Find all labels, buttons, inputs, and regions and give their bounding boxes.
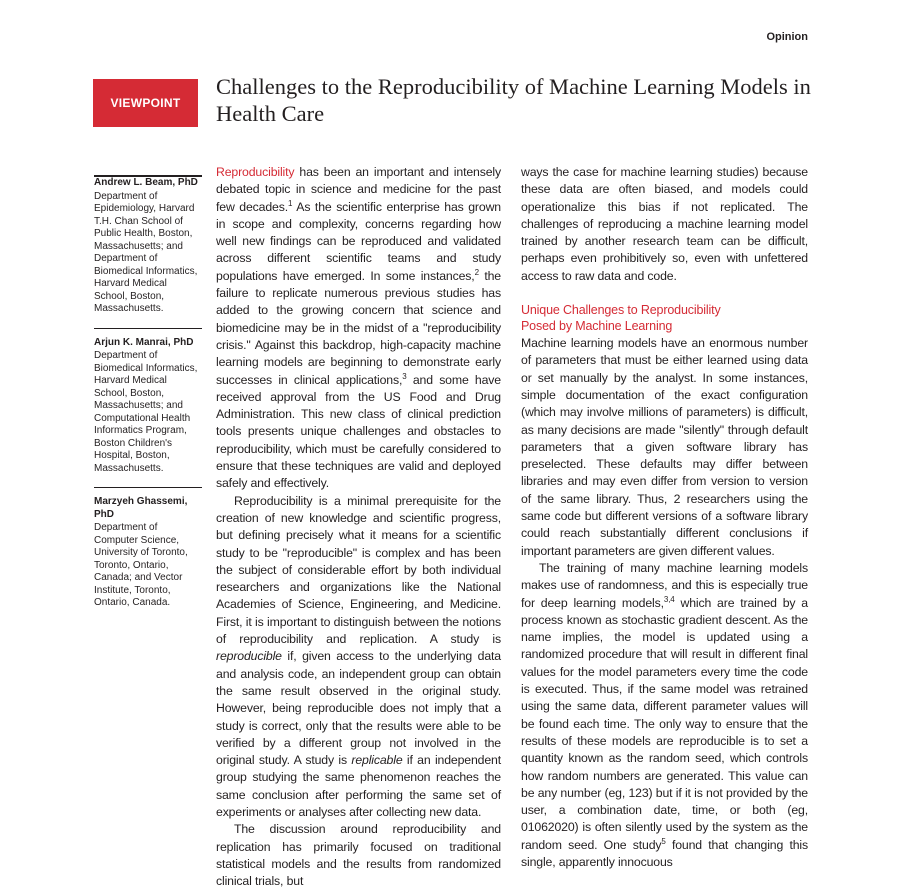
body-text: Reproducibility is a minimal prerequisite for the creation of new knowledge and scientific progress, but defining precisely what it means for a scientific study to be "reproducible" is complex and has been the subject of considerable effort by both individual researchers and organizations like the National Academies of Science, Engineering, and Medicine. First, it is important to distinguish between the notions of reproducibility and replication. A study is [216,493,501,647]
body-text: which are trained by a process known as stochastic gradient descent. As the name implies, the model is updated using a randomized procedure that will result in different final values for the model parameters every time the code is executed. Thus, if the same model was retrained using the same data, different parameter values will be found each time. The only way to ensure that the results of these models are reproducible is to set a quantity known as the random seed, which controls how random numbers are generated. This value can be any number (eg, 123) but if it is not provided by the user, a combination date, time, or both (eg, 01062020) is often silently used by the system as the random seed. One study [521,595,808,852]
citation-ref: 3 [402,371,407,381]
author-sidebar [94,175,202,610]
body-paragraph: Machine learning models have an enormous number of parameters that must be either learned using data or set manually by the analyst. In some instances, simple documentation of the exact configuration (which may involve millions of parameters) is difficult, as many decisions are made "silently" through default parameters that a given software library has preselected. These defaults may differ between libraries and may even differ from version to version of the same library. Thus, 2 researchers using the same code but different versions of a software library could reach substantially different conclusions if important parameters are given different values. [521,336,808,558]
body-paragraph: ways the case for machine learning studies) because these data are often biased, and models could operationalize this bias if not replicated. The challenges of reproducing a machine learning model trained by another research team can be difficult, perhaps even prohibitively so, even with unfettered access to raw data and code. [521,165,808,283]
body-paragraph [521,560,808,871]
author-name: Marzyeh Ghassemi, PhD [94,496,188,520]
author-affiliation: Department of Biomedical Informatics, Harvard Medical School, Boston, Massachusetts; and Computational Health Informatics Program, Boston Children's Hospital, Boston, Massachusetts. [94,350,198,474]
author-name: Arjun K. Manrai, PhD [94,336,194,348]
body-paragraph: The discussion around reproducibility and replication has primarily focused on traditional statistical models and the results from randomized clinical trials, but [216,822,501,889]
author-block [94,487,202,610]
author-block [94,175,202,316]
article-title: Challenges to the Reproducibility of Machine Learning Models in Health Care [216,74,811,126]
author-name: Andrew L. Beam, PhD [94,177,198,188]
body-text: found that changing this single, apparently innocuous [521,837,808,869]
author-affiliation: Department of Computer Science, University of Toronto, Toronto, Ontario, Canada; and Vector Institute, Toronto, Ontario, Canada. [94,522,188,608]
body-text: the failure to replicate numerous previous studies has added to the growing concern that science and biomedicine may be in the midst of a "reproducibility crisis." Against this backdrop, high-capacity machine learning models are beginning to demonstrate early successes in clinical applications, [216,268,501,387]
body-paragraph [216,164,501,493]
body-column-left [216,164,501,890]
emphasis: replicable [351,753,403,768]
section-heading-line: Posed by Machine Learning [521,319,673,334]
citation-ref: 5 [661,836,666,846]
body-text: if, given access to the underlying data and analysis code, an independent group can obtain the same result observed in the original study. However, being reproducible does not imply that a study is correct, only that the results were able to be verified by a different group not involved in the original study. A study is [216,649,501,768]
lead-word: Reproducibility [216,165,295,179]
body-text: As the scientific enterprise has grown in scope and complexity, concerns regarding how well new findings can be reproduced and validated across different scientific teams and study populations have emerged. In some instances, [216,199,501,283]
section-label: Opinion [766,31,808,43]
author-block [94,328,202,476]
body-text: and some have received approval from the US Food and Drug Administration. This new class of clinical prediction tools presents unique challenges and obstacles to reproducibility, which must be carefully considered to ensure that these techniques are valid and deployed safely and effectively. [216,372,501,491]
citation-ref: 3,4 [663,594,675,604]
author-affiliation: Department of Epidemiology, Harvard T.H. Chan School of Public Health, Boston, Massachusetts; and Department of Biomedical Informatics, Harvard Medical School, Boston, Massachusetts. [94,190,198,314]
emphasis: reproducible [216,649,282,664]
viewpoint-badge: VIEWPOINT [93,79,198,127]
body-text: if an independent group studying the same phenomenon reaches the same conclusion after performing the same set of experiments or analyses after collecting new data. [216,753,501,819]
section-heading [521,302,808,334]
citation-ref: 2 [474,267,479,277]
body-paragraph [216,493,501,822]
body-text: The training of many machine learning models makes use of randomness, and this is especially true for deep learning models, [521,560,808,610]
citation-ref: 1 [288,198,293,208]
body-text: has been an important and intensely debated topic in science and medicine for the past few decades. [216,165,501,214]
section-heading-line: Unique Challenges to Reproducibility [521,303,721,318]
body-column-right [521,164,808,871]
